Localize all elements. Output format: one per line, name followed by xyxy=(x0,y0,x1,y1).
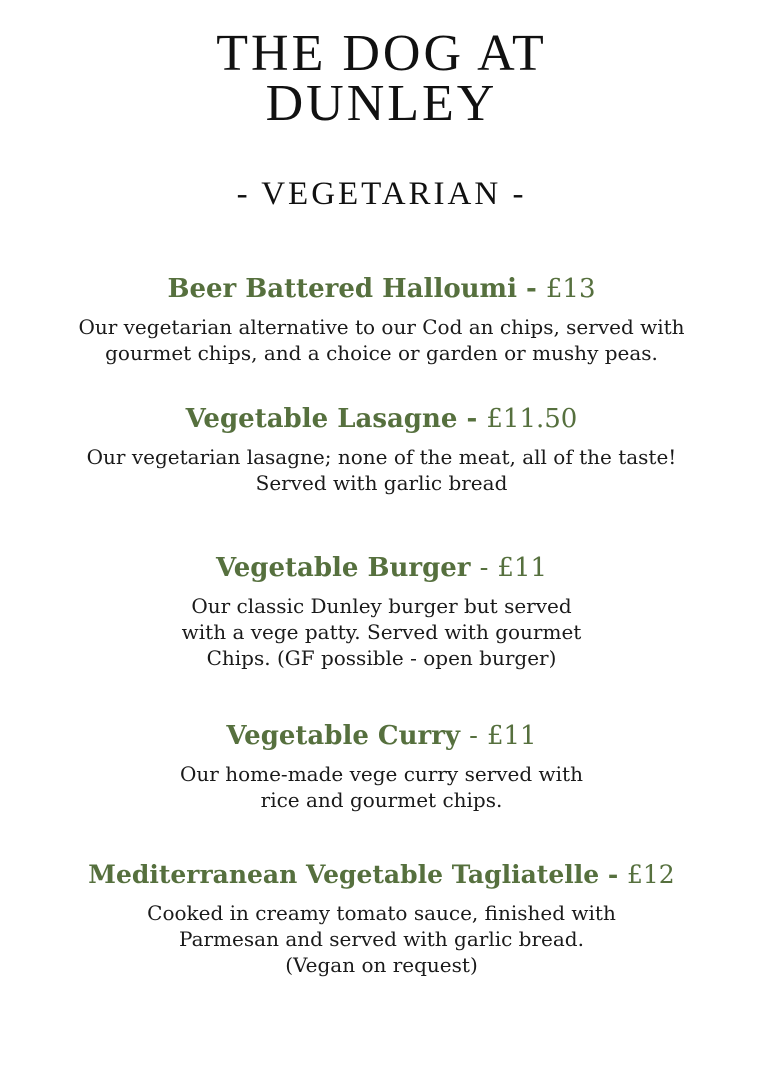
menu-item-description-line: Our vegetarian lasagne; none of the meat, all of the taste! xyxy=(86,445,677,469)
menu-item-description-line: (Vegan on request) xyxy=(285,953,478,977)
menu-item-description-line: Our vegetarian alternative to our Cod an chips, served with xyxy=(78,315,685,339)
menu-item-price: £13 xyxy=(545,274,596,304)
menu-item-name: Vegetable Burger xyxy=(215,553,471,583)
menu-item-price: £11.50 xyxy=(486,404,578,434)
menu-item xyxy=(0,858,763,978)
restaurant-title-line1: THE DOG AT xyxy=(216,25,547,82)
menu-item-name: Mediterranean Vegetable Tagliatelle xyxy=(88,860,600,889)
menu-item-title xyxy=(0,272,763,306)
menu-item xyxy=(0,551,763,671)
menu-item-description-line: gourmet chips, and a choice or garden or mushy peas. xyxy=(105,341,658,365)
menu-item-title xyxy=(0,551,763,585)
menu-item-description-line: Our home-made vege curry served with xyxy=(180,762,583,786)
menu-item-title xyxy=(0,719,763,753)
menu-item-description xyxy=(0,444,763,496)
menu-item-name: Vegetable Curry xyxy=(226,721,461,751)
restaurant-title-line2: DUNLEY xyxy=(265,75,498,132)
menu-item-description-line: with a vege patty. Served with gourmet xyxy=(181,620,582,644)
menu-item-description-line: Cooked in creamy tomato sauce, finished with xyxy=(147,901,616,925)
menu-item xyxy=(0,402,763,496)
menu-item-title xyxy=(0,402,763,436)
menu-item-description xyxy=(0,900,763,978)
menu-item-price: £11 xyxy=(497,553,548,583)
menu-item-separator: - xyxy=(526,274,537,304)
menu-item-price: £11 xyxy=(486,721,537,751)
menu-item xyxy=(0,272,763,366)
menu-item-description-line: Parmesan and served with garlic bread. xyxy=(179,927,584,951)
menu-item-description-line: rice and gourmet chips. xyxy=(260,788,503,812)
menu-item-name: Vegetable Lasagne xyxy=(185,404,458,434)
menu-item-separator: - xyxy=(607,860,619,889)
menu-item-description xyxy=(0,761,763,813)
menu-item-separator: - xyxy=(479,553,489,583)
menu-item-description-line: Served with garlic bread xyxy=(255,471,508,495)
menu-item xyxy=(0,719,763,813)
menu-item-separator: - xyxy=(469,721,478,751)
menu-item-price: £12 xyxy=(627,860,675,889)
section-heading: - VEGETARIAN - xyxy=(236,176,527,212)
menu-item-description-line: Chips. (GF possible - open burger) xyxy=(206,646,557,670)
menu-item-description-line: Our classic Dunley burger but served xyxy=(191,594,572,618)
menu-item-description xyxy=(0,314,763,366)
menu-item-name: Beer Battered Halloumi xyxy=(167,274,517,304)
menu-item-separator: - xyxy=(466,404,478,434)
menu-item-description xyxy=(0,593,763,671)
menu-item-title xyxy=(0,858,763,892)
